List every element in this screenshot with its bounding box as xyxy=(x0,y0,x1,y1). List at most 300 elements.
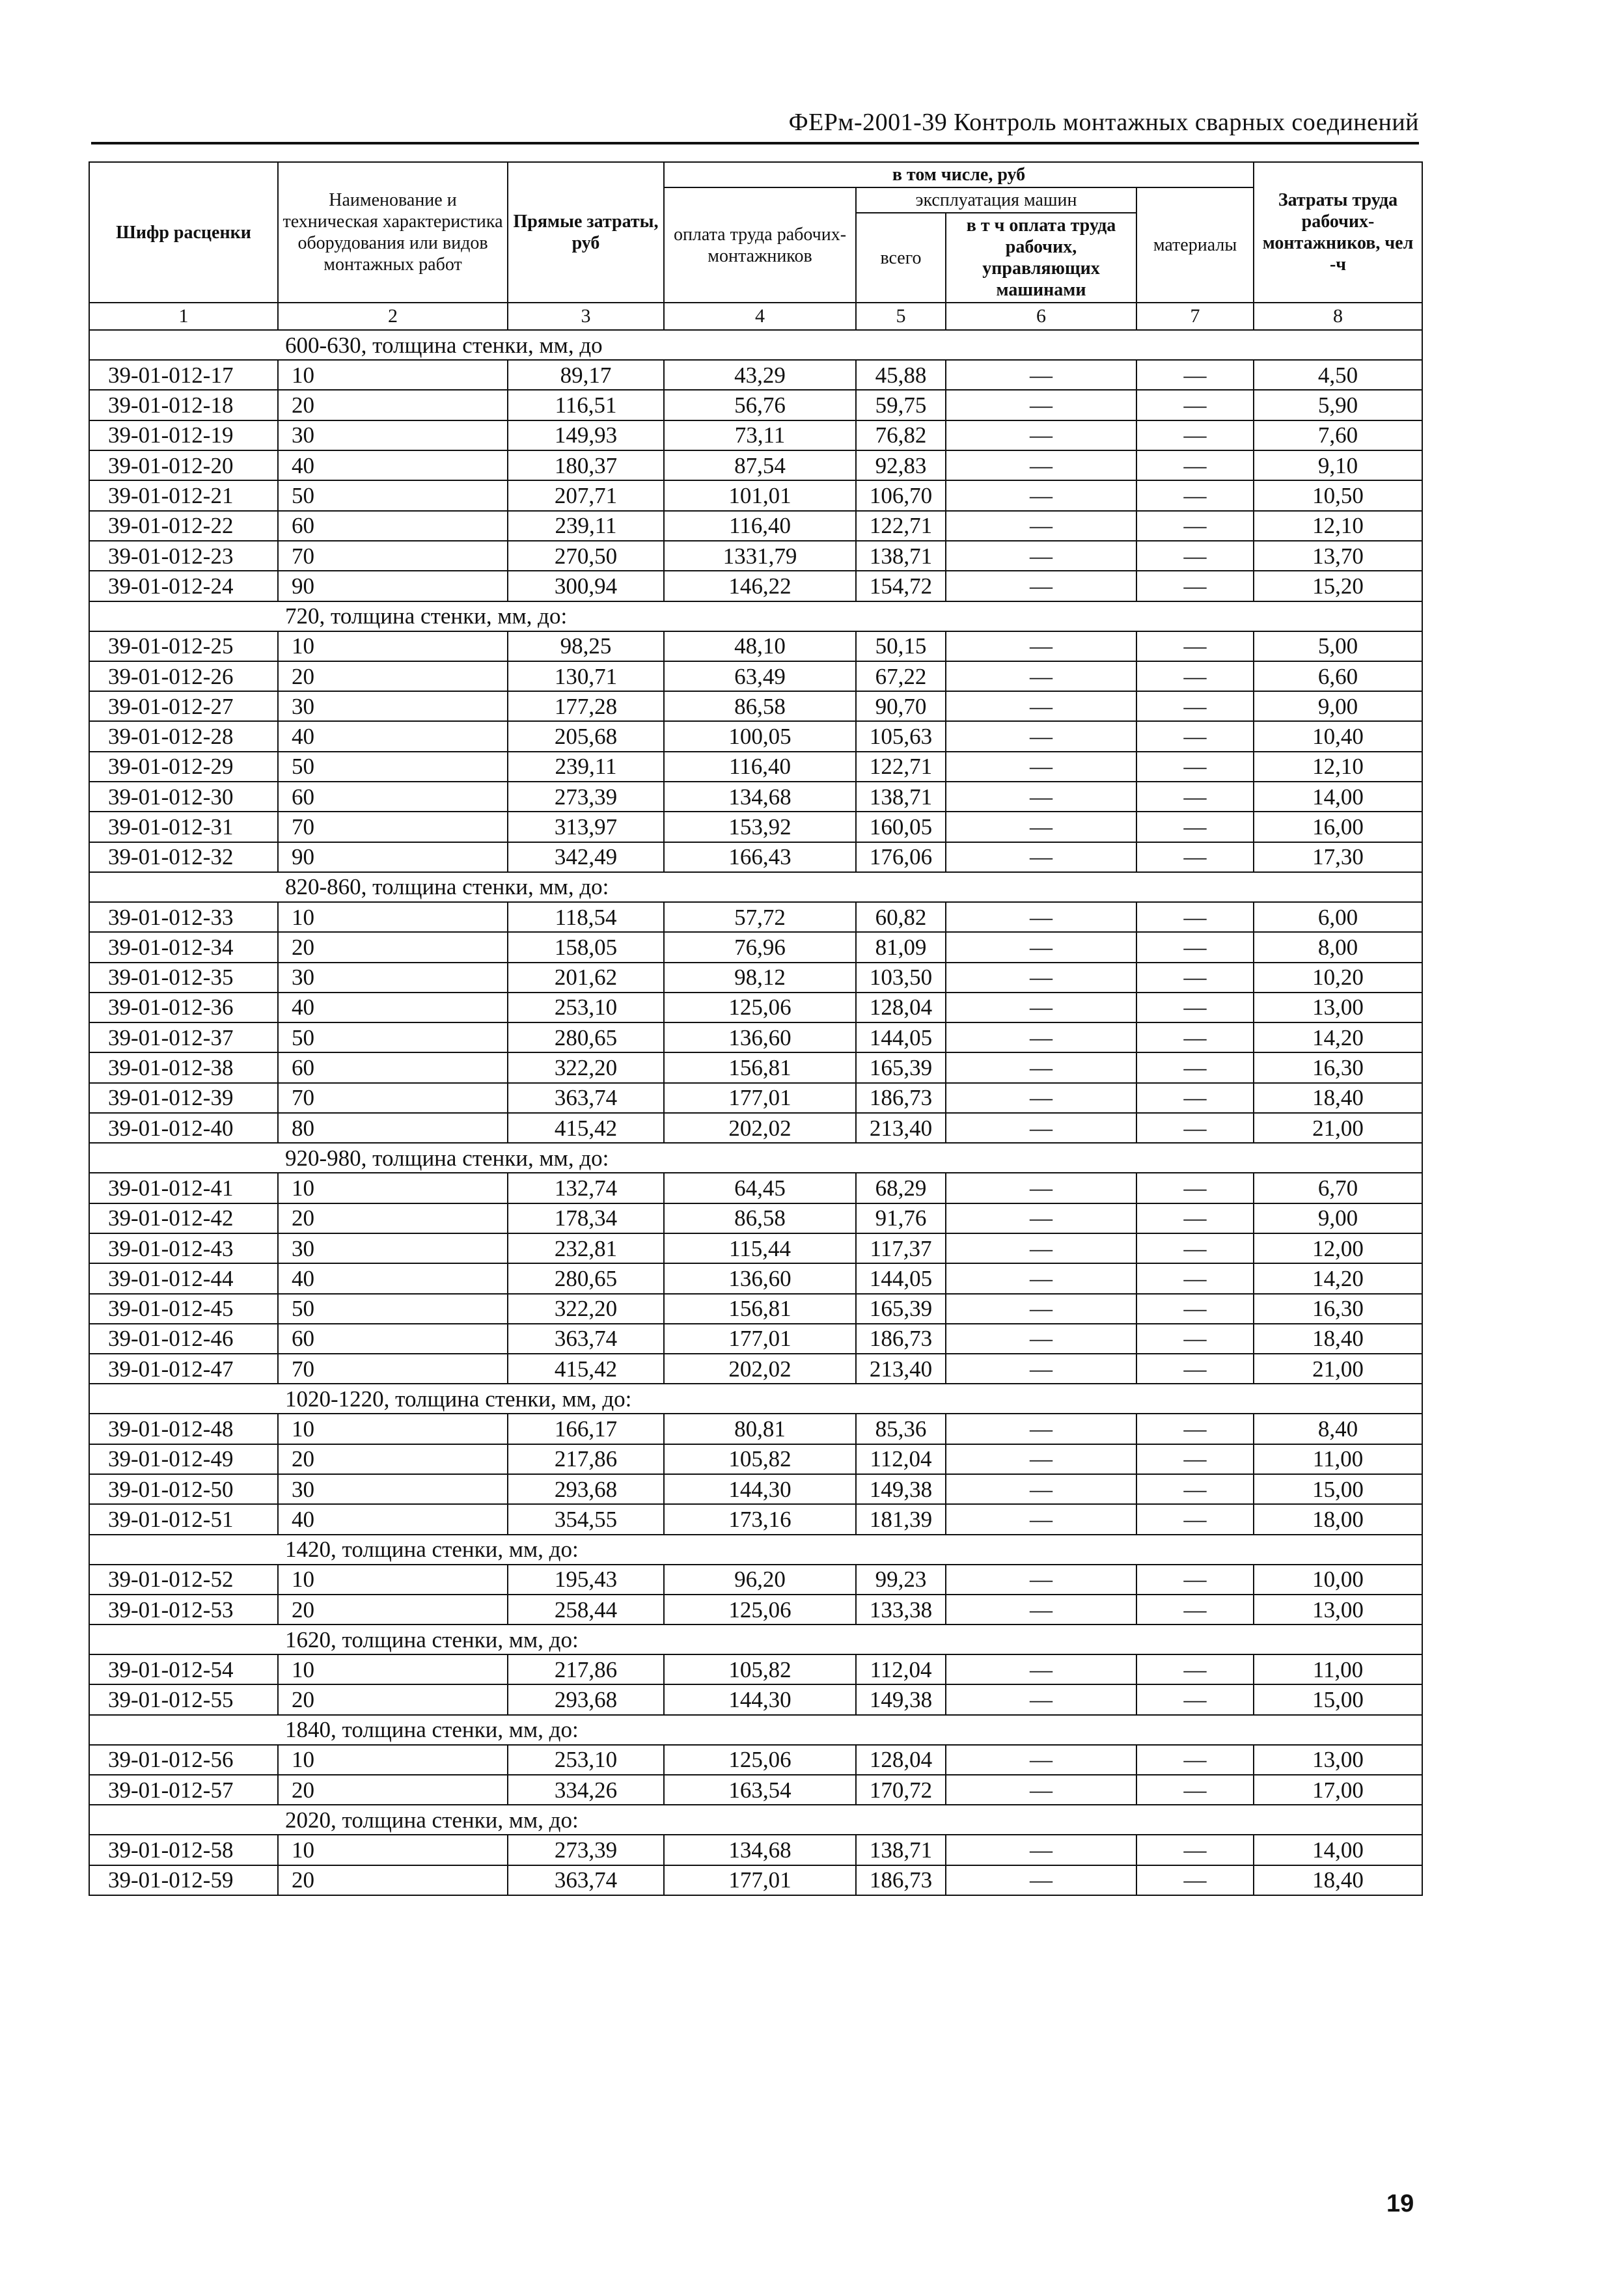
header-incl-drivers: в т ч оплата труда рабочих, управляющих машинами xyxy=(946,213,1136,303)
labor-hours: 10,20 xyxy=(1254,963,1422,993)
table-row xyxy=(89,1474,1422,1504)
column-number: 5 xyxy=(856,303,946,330)
labor-hours: 15,00 xyxy=(1254,1474,1422,1504)
materials: — xyxy=(1136,450,1254,480)
rate-code: 39-01-012-58 xyxy=(89,1835,278,1865)
materials: — xyxy=(1136,1203,1254,1233)
table-row xyxy=(89,1595,1422,1624)
labor-hours: 17,30 xyxy=(1254,842,1422,872)
labor-pay: 86,58 xyxy=(664,691,856,721)
labor-hours: 12,10 xyxy=(1254,752,1422,782)
rate-code: 39-01-012-25 xyxy=(89,631,278,661)
group-header-row xyxy=(89,1624,1422,1654)
rate-code: 39-01-012-52 xyxy=(89,1565,278,1595)
labor-pay: 105,82 xyxy=(664,1444,856,1474)
rate-code: 39-01-012-42 xyxy=(89,1203,278,1233)
table-row xyxy=(89,1083,1422,1113)
machines-total: 213,40 xyxy=(856,1113,946,1143)
materials: — xyxy=(1136,1173,1254,1203)
labor-pay: 144,30 xyxy=(664,1684,856,1714)
labor-pay: 134,68 xyxy=(664,782,856,812)
drivers-pay: — xyxy=(946,721,1136,751)
drivers-pay: — xyxy=(946,1504,1136,1534)
table-row xyxy=(89,1233,1422,1263)
direct-costs: 149,93 xyxy=(508,420,664,450)
labor-hours: 18,00 xyxy=(1254,1504,1422,1534)
labor-pay: 125,06 xyxy=(664,1745,856,1775)
group-title: 600-630, толщина стенки, мм, до xyxy=(89,330,1422,360)
table-row xyxy=(89,541,1422,571)
labor-hours: 6,60 xyxy=(1254,661,1422,691)
group-title: 1840, толщина стенки, мм, до: xyxy=(89,1715,1422,1745)
machines-total: 106,70 xyxy=(856,480,946,510)
labor-hours: 18,40 xyxy=(1254,1083,1422,1113)
rate-code: 39-01-012-38 xyxy=(89,1052,278,1082)
table-row xyxy=(89,1263,1422,1293)
table-row xyxy=(89,571,1422,601)
table-row xyxy=(89,1173,1422,1203)
wall-thickness: 20 xyxy=(278,1865,508,1895)
wall-thickness: 70 xyxy=(278,541,508,571)
labor-pay: 134,68 xyxy=(664,1835,856,1865)
group-header-row xyxy=(89,1805,1422,1835)
drivers-pay: — xyxy=(946,1294,1136,1324)
direct-costs: 258,44 xyxy=(508,1595,664,1624)
direct-costs: 354,55 xyxy=(508,1504,664,1534)
machines-total: 90,70 xyxy=(856,691,946,721)
labor-pay: 146,22 xyxy=(664,571,856,601)
table-row xyxy=(89,752,1422,782)
labor-pay: 43,29 xyxy=(664,360,856,390)
drivers-pay: — xyxy=(946,1865,1136,1895)
drivers-pay: — xyxy=(946,963,1136,993)
labor-hours: 10,50 xyxy=(1254,480,1422,510)
direct-costs: 205,68 xyxy=(508,721,664,751)
rate-code: 39-01-012-46 xyxy=(89,1324,278,1354)
labor-hours: 13,00 xyxy=(1254,1595,1422,1624)
materials: — xyxy=(1136,1444,1254,1474)
rate-code: 39-01-012-34 xyxy=(89,932,278,962)
wall-thickness: 60 xyxy=(278,511,508,541)
rate-code: 39-01-012-39 xyxy=(89,1083,278,1113)
group-title: 1020-1220, толщина стенки, мм, до: xyxy=(89,1384,1422,1414)
direct-costs: 217,86 xyxy=(508,1654,664,1684)
labor-pay: 116,40 xyxy=(664,511,856,541)
rate-code: 39-01-012-18 xyxy=(89,390,278,420)
table-row xyxy=(89,1324,1422,1354)
labor-hours: 8,40 xyxy=(1254,1414,1422,1444)
labor-hours: 14,00 xyxy=(1254,1835,1422,1865)
machines-total: 67,22 xyxy=(856,661,946,691)
drivers-pay: — xyxy=(946,691,1136,721)
drivers-pay: — xyxy=(946,1203,1136,1233)
labor-hours: 11,00 xyxy=(1254,1444,1422,1474)
column-number-row xyxy=(89,303,1422,330)
wall-thickness: 20 xyxy=(278,1684,508,1714)
rate-code: 39-01-012-40 xyxy=(89,1113,278,1143)
labor-hours: 21,00 xyxy=(1254,1113,1422,1143)
direct-costs: 415,42 xyxy=(508,1354,664,1384)
header-labor-pay: оплата труда рабочих-монтажников xyxy=(664,187,856,303)
labor-hours: 12,10 xyxy=(1254,511,1422,541)
header-code: Шифр расценки xyxy=(89,162,278,303)
labor-hours: 15,00 xyxy=(1254,1684,1422,1714)
labor-pay: 177,01 xyxy=(664,1083,856,1113)
labor-hours: 13,00 xyxy=(1254,1745,1422,1775)
machines-total: 60,82 xyxy=(856,902,946,932)
header-total: всего xyxy=(856,213,946,303)
machines-total: 91,76 xyxy=(856,1203,946,1233)
header-name: Наименование и техническая характеристика оборудования или видов монтажных работ xyxy=(278,162,508,303)
group-header-row xyxy=(89,601,1422,631)
machines-total: 144,05 xyxy=(856,1022,946,1052)
drivers-pay: — xyxy=(946,1684,1136,1714)
materials: — xyxy=(1136,963,1254,993)
wall-thickness: 10 xyxy=(278,1565,508,1595)
wall-thickness: 30 xyxy=(278,1474,508,1504)
labor-pay: 166,43 xyxy=(664,842,856,872)
labor-pay: 202,02 xyxy=(664,1113,856,1143)
drivers-pay: — xyxy=(946,1565,1136,1595)
labor-hours: 5,90 xyxy=(1254,390,1422,420)
materials: — xyxy=(1136,1233,1254,1263)
drivers-pay: — xyxy=(946,631,1136,661)
rate-code: 39-01-012-59 xyxy=(89,1865,278,1895)
header-labor: Затраты труда рабочих-монтажников, чел -ч xyxy=(1254,162,1422,303)
rate-code: 39-01-012-47 xyxy=(89,1354,278,1384)
machines-total: 128,04 xyxy=(856,993,946,1022)
wall-thickness: 20 xyxy=(278,1203,508,1233)
labor-pay: 80,81 xyxy=(664,1414,856,1444)
wall-thickness: 60 xyxy=(278,1324,508,1354)
table-row xyxy=(89,1565,1422,1595)
materials: — xyxy=(1136,480,1254,510)
direct-costs: 363,74 xyxy=(508,1324,664,1354)
materials: — xyxy=(1136,993,1254,1022)
table-header xyxy=(89,162,1422,330)
labor-pay: 64,45 xyxy=(664,1173,856,1203)
direct-costs: 180,37 xyxy=(508,450,664,480)
labor-hours: 16,00 xyxy=(1254,812,1422,842)
wall-thickness: 40 xyxy=(278,450,508,480)
direct-costs: 342,49 xyxy=(508,842,664,872)
wall-thickness: 80 xyxy=(278,1113,508,1143)
rate-code: 39-01-012-20 xyxy=(89,450,278,480)
rate-code: 39-01-012-30 xyxy=(89,782,278,812)
table-row xyxy=(89,1745,1422,1775)
materials: — xyxy=(1136,1113,1254,1143)
materials: — xyxy=(1136,1474,1254,1504)
rate-code: 39-01-012-26 xyxy=(89,661,278,691)
materials: — xyxy=(1136,1354,1254,1384)
materials: — xyxy=(1136,360,1254,390)
labor-hours: 9,10 xyxy=(1254,450,1422,480)
table-row xyxy=(89,1775,1422,1805)
machines-total: 133,38 xyxy=(856,1595,946,1624)
wall-thickness: 50 xyxy=(278,752,508,782)
materials: — xyxy=(1136,1263,1254,1293)
labor-pay: 163,54 xyxy=(664,1775,856,1805)
drivers-pay: — xyxy=(946,1745,1136,1775)
wall-thickness: 20 xyxy=(278,390,508,420)
rate-code: 39-01-012-50 xyxy=(89,1474,278,1504)
labor-hours: 9,00 xyxy=(1254,691,1422,721)
drivers-pay: — xyxy=(946,1263,1136,1293)
labor-pay: 96,20 xyxy=(664,1565,856,1595)
labor-hours: 8,00 xyxy=(1254,932,1422,962)
labor-pay: 63,49 xyxy=(664,661,856,691)
labor-pay: 125,06 xyxy=(664,1595,856,1624)
labor-pay: 76,96 xyxy=(664,932,856,962)
direct-costs: 207,71 xyxy=(508,480,664,510)
labor-hours: 17,00 xyxy=(1254,1775,1422,1805)
wall-thickness: 30 xyxy=(278,963,508,993)
table-row xyxy=(89,631,1422,661)
column-number: 7 xyxy=(1136,303,1254,330)
labor-pay: 101,01 xyxy=(664,480,856,510)
wall-thickness: 20 xyxy=(278,932,508,962)
rate-code: 39-01-012-57 xyxy=(89,1775,278,1805)
wall-thickness: 30 xyxy=(278,1233,508,1263)
drivers-pay: — xyxy=(946,390,1136,420)
table-row xyxy=(89,1414,1422,1444)
materials: — xyxy=(1136,752,1254,782)
table-row xyxy=(89,1354,1422,1384)
machines-total: 138,71 xyxy=(856,541,946,571)
direct-costs: 300,94 xyxy=(508,571,664,601)
price-table xyxy=(89,161,1423,1896)
wall-thickness: 10 xyxy=(278,902,508,932)
drivers-pay: — xyxy=(946,661,1136,691)
wall-thickness: 60 xyxy=(278,782,508,812)
materials: — xyxy=(1136,782,1254,812)
materials: — xyxy=(1136,812,1254,842)
page-number: 19 xyxy=(1386,2190,1414,2217)
table-row xyxy=(89,1444,1422,1474)
table-row xyxy=(89,842,1422,872)
materials: — xyxy=(1136,1324,1254,1354)
machines-total: 59,75 xyxy=(856,390,946,420)
group-header-row xyxy=(89,872,1422,902)
rate-code: 39-01-012-23 xyxy=(89,541,278,571)
materials: — xyxy=(1136,1775,1254,1805)
machines-total: 165,39 xyxy=(856,1294,946,1324)
rate-code: 39-01-012-36 xyxy=(89,993,278,1022)
labor-hours: 12,00 xyxy=(1254,1233,1422,1263)
drivers-pay: — xyxy=(946,1835,1136,1865)
rate-code: 39-01-012-56 xyxy=(89,1745,278,1775)
group-header-row xyxy=(89,1535,1422,1565)
wall-thickness: 10 xyxy=(278,1414,508,1444)
drivers-pay: — xyxy=(946,571,1136,601)
direct-costs: 363,74 xyxy=(508,1865,664,1895)
materials: — xyxy=(1136,420,1254,450)
table-row xyxy=(89,360,1422,390)
direct-costs: 273,39 xyxy=(508,1835,664,1865)
machines-total: 99,23 xyxy=(856,1565,946,1595)
labor-pay: 144,30 xyxy=(664,1474,856,1504)
rate-code: 39-01-012-48 xyxy=(89,1414,278,1444)
direct-costs: 89,17 xyxy=(508,360,664,390)
header-including: в том числе, руб xyxy=(664,162,1254,187)
machines-total: 186,73 xyxy=(856,1083,946,1113)
labor-pay: 105,82 xyxy=(664,1654,856,1684)
drivers-pay: — xyxy=(946,450,1136,480)
wall-thickness: 70 xyxy=(278,1083,508,1113)
labor-hours: 16,30 xyxy=(1254,1294,1422,1324)
wall-thickness: 10 xyxy=(278,1173,508,1203)
table-row xyxy=(89,993,1422,1022)
rate-code: 39-01-012-33 xyxy=(89,902,278,932)
wall-thickness: 50 xyxy=(278,1022,508,1052)
machines-total: 165,39 xyxy=(856,1052,946,1082)
group-title: 1420, толщина стенки, мм, до: xyxy=(89,1535,1422,1565)
direct-costs: 253,10 xyxy=(508,1745,664,1775)
group-header-row xyxy=(89,1384,1422,1414)
labor-hours: 13,70 xyxy=(1254,541,1422,571)
direct-costs: 239,11 xyxy=(508,752,664,782)
table-row xyxy=(89,812,1422,842)
wall-thickness: 10 xyxy=(278,1745,508,1775)
drivers-pay: — xyxy=(946,1324,1136,1354)
machines-total: 85,36 xyxy=(856,1414,946,1444)
rate-code: 39-01-012-31 xyxy=(89,812,278,842)
table-row xyxy=(89,1294,1422,1324)
machines-total: 112,04 xyxy=(856,1654,946,1684)
table-row xyxy=(89,390,1422,420)
table-row xyxy=(89,721,1422,751)
labor-hours: 13,00 xyxy=(1254,993,1422,1022)
direct-costs: 98,25 xyxy=(508,631,664,661)
materials: — xyxy=(1136,631,1254,661)
wall-thickness: 50 xyxy=(278,1294,508,1324)
materials: — xyxy=(1136,1745,1254,1775)
materials: — xyxy=(1136,1865,1254,1895)
rate-code: 39-01-012-27 xyxy=(89,691,278,721)
wall-thickness: 20 xyxy=(278,661,508,691)
machines-total: 103,50 xyxy=(856,963,946,993)
column-number: 6 xyxy=(946,303,1136,330)
rate-code: 39-01-012-53 xyxy=(89,1595,278,1624)
machines-total: 154,72 xyxy=(856,571,946,601)
rate-code: 39-01-012-19 xyxy=(89,420,278,450)
table-row xyxy=(89,691,1422,721)
direct-costs: 270,50 xyxy=(508,541,664,571)
materials: — xyxy=(1136,902,1254,932)
drivers-pay: — xyxy=(946,1354,1136,1384)
labor-pay: 1331,79 xyxy=(664,541,856,571)
wall-thickness: 40 xyxy=(278,1263,508,1293)
machines-total: 149,38 xyxy=(856,1684,946,1714)
labor-pay: 136,60 xyxy=(664,1263,856,1293)
drivers-pay: — xyxy=(946,842,1136,872)
drivers-pay: — xyxy=(946,511,1136,541)
machines-total: 144,05 xyxy=(856,1263,946,1293)
labor-hours: 4,50 xyxy=(1254,360,1422,390)
machines-total: 76,82 xyxy=(856,420,946,450)
table-row xyxy=(89,1203,1422,1233)
machines-total: 176,06 xyxy=(856,842,946,872)
machines-total: 186,73 xyxy=(856,1324,946,1354)
table-row xyxy=(89,782,1422,812)
wall-thickness: 20 xyxy=(278,1775,508,1805)
rate-code: 39-01-012-41 xyxy=(89,1173,278,1203)
drivers-pay: — xyxy=(946,902,1136,932)
labor-pay: 98,12 xyxy=(664,963,856,993)
machines-total: 105,63 xyxy=(856,721,946,751)
table-row xyxy=(89,511,1422,541)
direct-costs: 239,11 xyxy=(508,511,664,541)
labor-pay: 202,02 xyxy=(664,1354,856,1384)
direct-costs: 253,10 xyxy=(508,993,664,1022)
labor-pay: 115,44 xyxy=(664,1233,856,1263)
drivers-pay: — xyxy=(946,1173,1136,1203)
machines-total: 122,71 xyxy=(856,511,946,541)
materials: — xyxy=(1136,1504,1254,1534)
drivers-pay: — xyxy=(946,1022,1136,1052)
group-title: 2020, толщина стенки, мм, до: xyxy=(89,1805,1422,1835)
table-row xyxy=(89,1835,1422,1865)
labor-hours: 5,00 xyxy=(1254,631,1422,661)
rate-code: 39-01-012-24 xyxy=(89,571,278,601)
materials: — xyxy=(1136,571,1254,601)
wall-thickness: 20 xyxy=(278,1444,508,1474)
wall-thickness: 10 xyxy=(278,1835,508,1865)
direct-costs: 217,86 xyxy=(508,1444,664,1474)
labor-pay: 86,58 xyxy=(664,1203,856,1233)
direct-costs: 116,51 xyxy=(508,390,664,420)
table-row xyxy=(89,1684,1422,1714)
labor-hours: 16,30 xyxy=(1254,1052,1422,1082)
drivers-pay: — xyxy=(946,1595,1136,1624)
labor-pay: 56,76 xyxy=(664,390,856,420)
table-row xyxy=(89,450,1422,480)
labor-pay: 100,05 xyxy=(664,721,856,751)
drivers-pay: — xyxy=(946,1775,1136,1805)
table-row xyxy=(89,963,1422,993)
rate-code: 39-01-012-22 xyxy=(89,511,278,541)
group-title: 920-980, толщина стенки, мм, до: xyxy=(89,1143,1422,1173)
labor-hours: 14,00 xyxy=(1254,782,1422,812)
group-header-row xyxy=(89,1143,1422,1173)
column-number: 4 xyxy=(664,303,856,330)
materials: — xyxy=(1136,1595,1254,1624)
rate-code: 39-01-012-32 xyxy=(89,842,278,872)
direct-costs: 280,65 xyxy=(508,1022,664,1052)
labor-hours: 9,00 xyxy=(1254,1203,1422,1233)
machines-total: 68,29 xyxy=(856,1173,946,1203)
materials: — xyxy=(1136,1294,1254,1324)
machines-total: 81,09 xyxy=(856,932,946,962)
document-title: ФЕРм-2001-39 Контроль монтажных сварных соединений xyxy=(788,109,1419,136)
materials: — xyxy=(1136,1083,1254,1113)
rate-code: 39-01-012-45 xyxy=(89,1294,278,1324)
direct-costs: 232,81 xyxy=(508,1233,664,1263)
labor-pay: 177,01 xyxy=(664,1324,856,1354)
drivers-pay: — xyxy=(946,812,1136,842)
drivers-pay: — xyxy=(946,1444,1136,1474)
machines-total: 112,04 xyxy=(856,1444,946,1474)
table-row xyxy=(89,932,1422,962)
labor-pay: 156,81 xyxy=(664,1052,856,1082)
column-number: 1 xyxy=(89,303,278,330)
wall-thickness: 70 xyxy=(278,1354,508,1384)
materials: — xyxy=(1136,1684,1254,1714)
drivers-pay: — xyxy=(946,1083,1136,1113)
direct-costs: 313,97 xyxy=(508,812,664,842)
labor-pay: 87,54 xyxy=(664,450,856,480)
machines-total: 138,71 xyxy=(856,1835,946,1865)
